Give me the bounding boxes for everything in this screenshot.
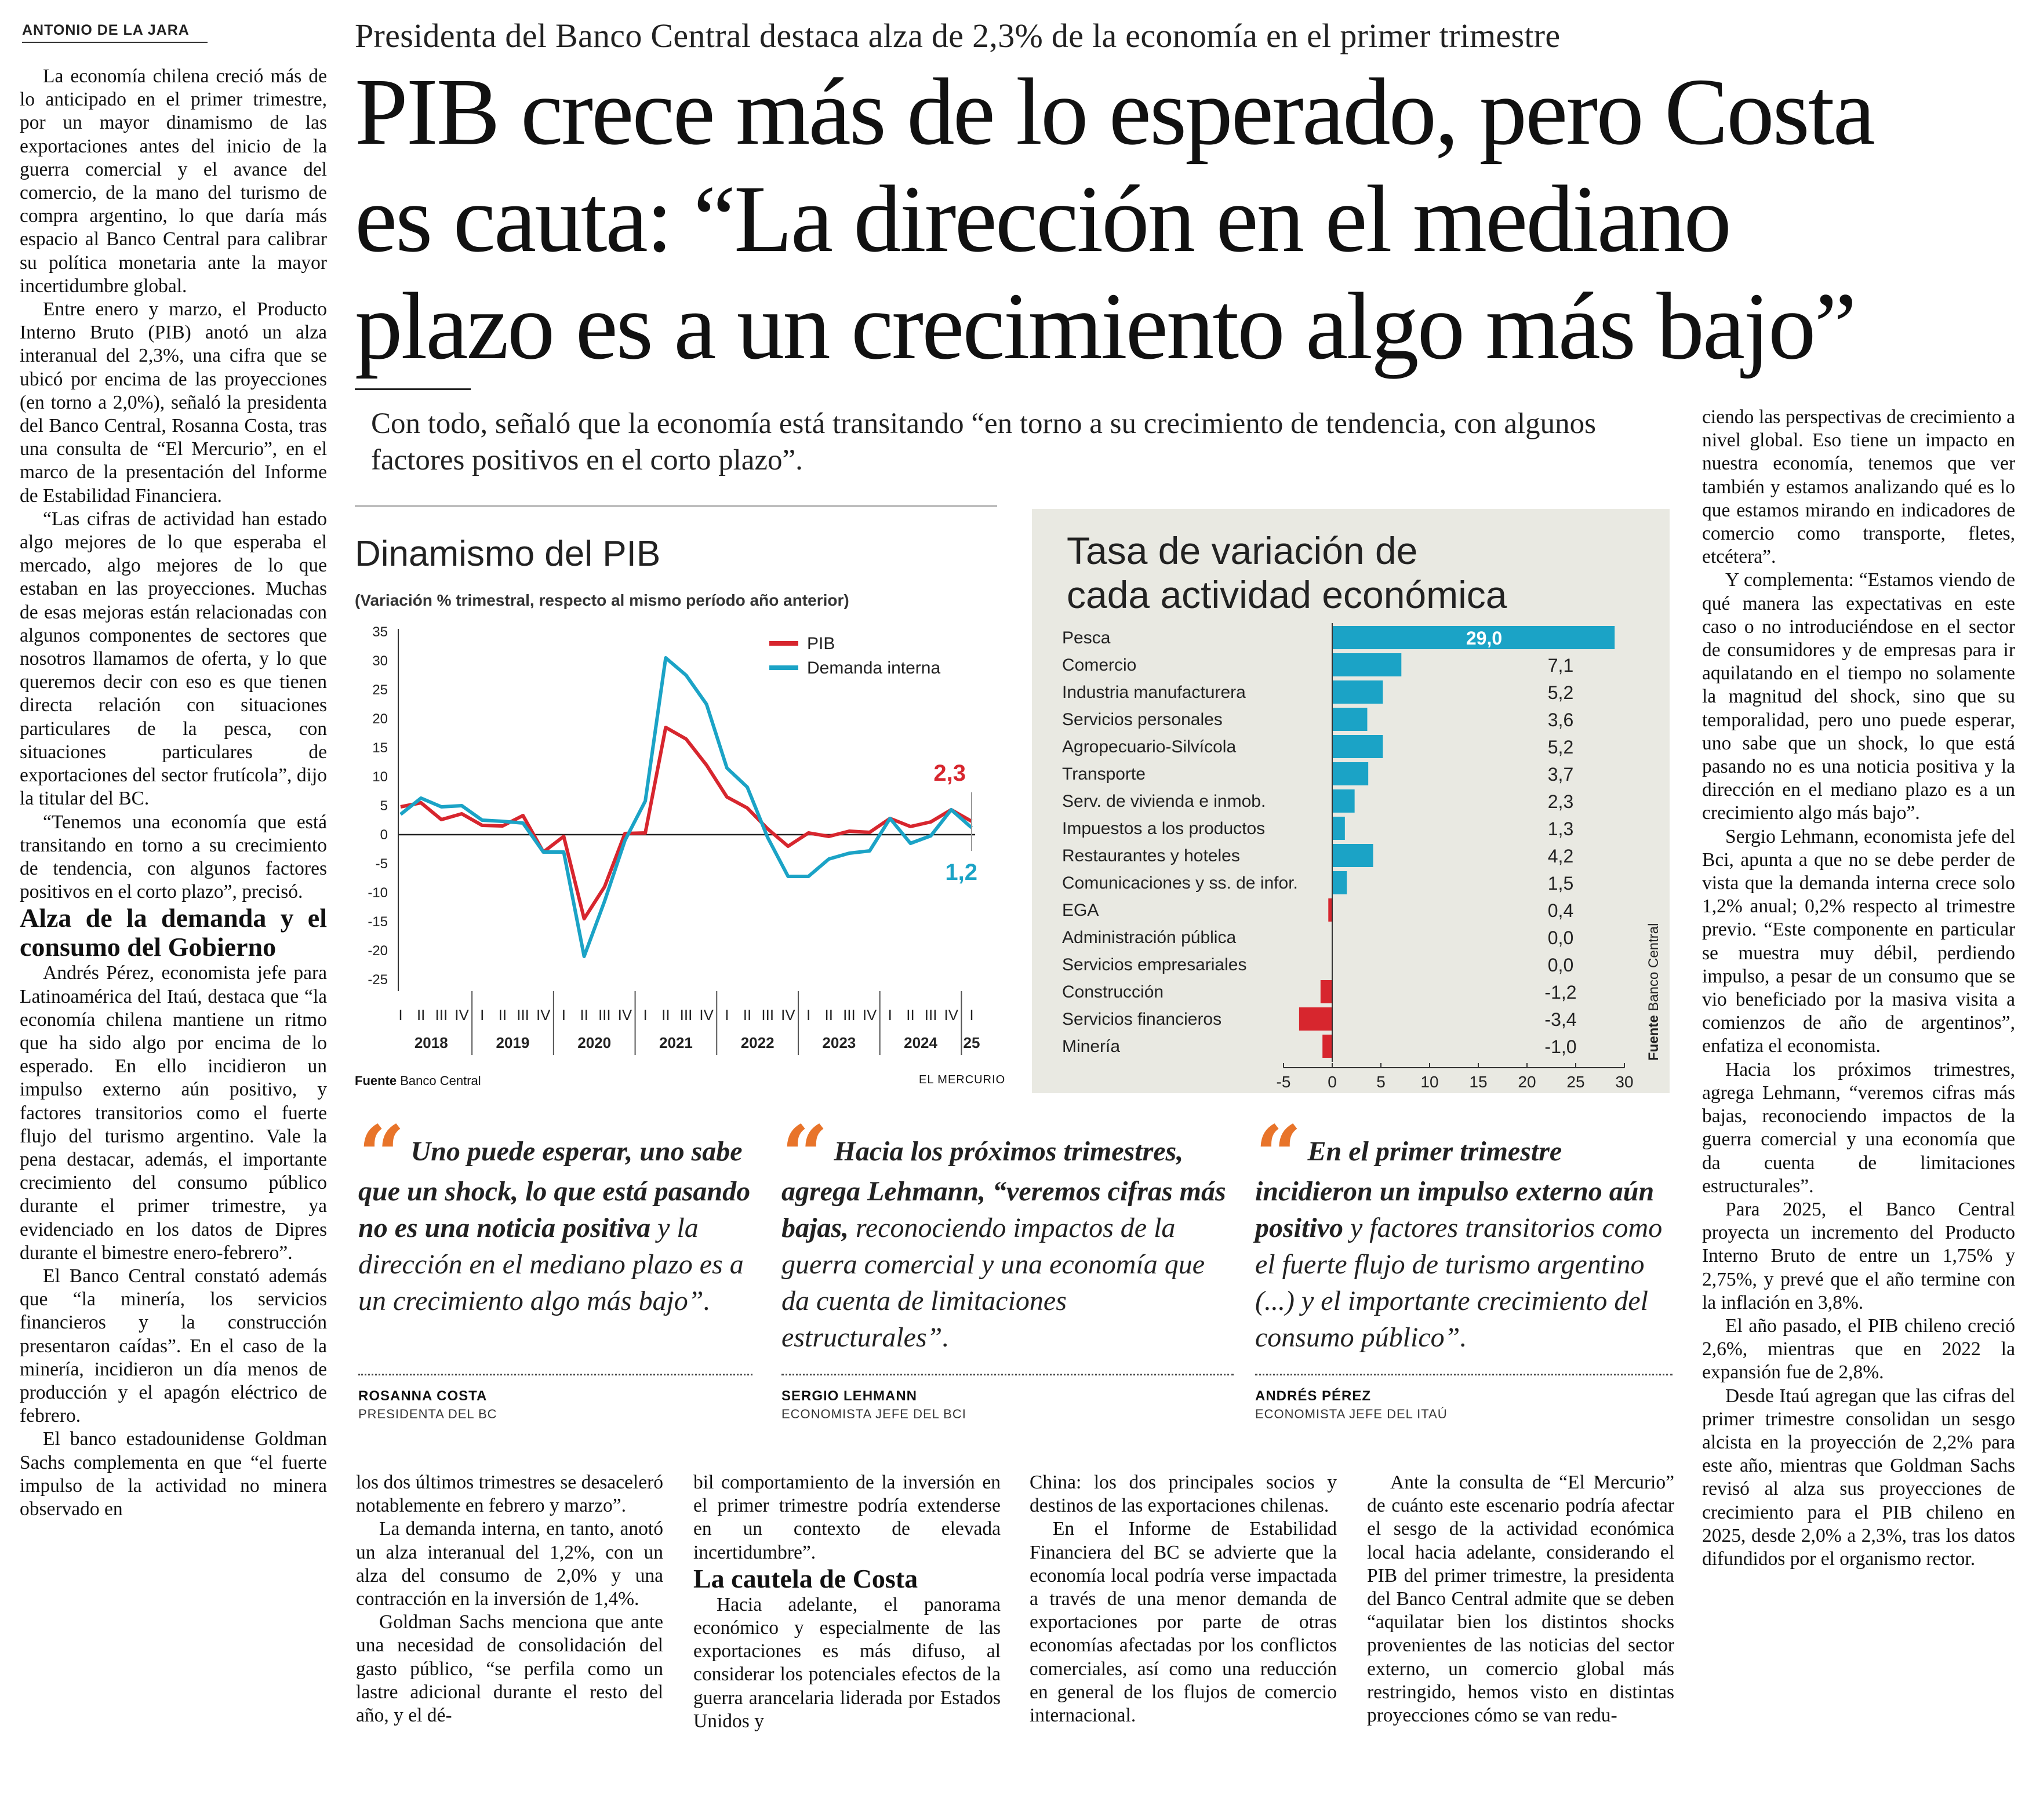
year-label: 2024 xyxy=(904,1034,937,1051)
article-column-2 xyxy=(356,1471,663,1727)
paragraph: Sergio Lehmann, economista jefe del Bci, apunta a que no se debe perder de vista que la demanda interna crece solo 1,2% anual; 0,2% respecto al trimestre previo. “Este componente en particular se muestra muy débil, perdiendo impulso, a pesar de un consumo que se vio beneficiado por la masiva visita a comienzos de año de argentinos”, enfatiza el economista. xyxy=(1702,825,2015,1057)
chart1-credit: EL MERCURIO xyxy=(919,1073,1006,1086)
value-label: 5,2 xyxy=(1547,737,1574,758)
bar xyxy=(1322,1035,1332,1058)
value-label: 2,3 xyxy=(1547,791,1574,812)
chart2-title xyxy=(1067,529,1507,617)
year-label: 2018 xyxy=(414,1034,448,1051)
quarter-label: I xyxy=(398,1006,403,1024)
year-label: 2019 xyxy=(496,1034,530,1051)
x-tick-label: 25 xyxy=(1566,1073,1585,1091)
quarter-label: II xyxy=(906,1006,915,1024)
quarter-label: II xyxy=(498,1006,507,1024)
category-label: Agropecuario-Silvícola xyxy=(1062,737,1237,756)
chart1-source xyxy=(355,1073,481,1089)
value-label: 3,6 xyxy=(1547,709,1574,730)
chart2-title-line: cada actividad económica xyxy=(1067,573,1507,616)
quote-rest: y la dirección en el mediano plazo es a un crecimiento algo más bajo”. xyxy=(358,1213,744,1316)
value-label: 5,2 xyxy=(1547,682,1574,703)
quarter-label: I xyxy=(561,1006,566,1024)
category-label: Restaurantes y hoteles xyxy=(1062,846,1240,865)
paragraph: ciendo las perspectivas de crecimiento a nivel global. Eso tiene un impacto en nuestra economía, tenemos que ver también y estamos analizando qué es lo que estamos mirando en indicadores de comercio como transporte, fletes, etcétera”. xyxy=(1702,406,2015,568)
quarter-label: III xyxy=(924,1006,937,1024)
quarter-label: III xyxy=(679,1006,693,1024)
category-label: Minería xyxy=(1062,1037,1121,1056)
quote-author-role: ECONOMISTA JEFE DEL BCI xyxy=(781,1407,966,1421)
quote-author-role: PRESIDENTA DEL BC xyxy=(358,1407,497,1421)
quarter-label: I xyxy=(480,1006,485,1024)
headline-line: PIB crece más de lo esperado, pero Costa xyxy=(355,59,1874,165)
quarter-label: II xyxy=(661,1006,670,1024)
bar xyxy=(1332,708,1367,731)
bar xyxy=(1299,1007,1332,1031)
pull-quote xyxy=(1255,1108,1678,1356)
quarter-label: I xyxy=(643,1006,648,1024)
quote-mark-icon: “ xyxy=(358,1108,405,1203)
bar xyxy=(1332,735,1383,758)
chart1-source-label: Fuente xyxy=(355,1073,397,1088)
paragraph: China: los dos principales socios y destinos de las exportaciones chilenas. xyxy=(1030,1472,1337,1517)
quote-author: ANDRÉS PÉREZ xyxy=(1255,1388,1372,1404)
value-label: 29,0 xyxy=(1466,628,1503,649)
x-tick-label: -5 xyxy=(1276,1073,1291,1091)
value-label: 7,1 xyxy=(1547,655,1574,676)
paragraph: Hacia los próximos trimestres, agrega Lehmann, “veremos cifras más bajas, reconociendo impactos de la guerra comercial y una economía que da cuenta de limitaciones estructurales”. xyxy=(1702,1058,2015,1197)
legend-label: PIB xyxy=(807,634,835,653)
bar xyxy=(1332,680,1383,704)
paragraph: En el Informe de Estabilidad Financiera del BC se advierte que la economía local podría verse impactada a través de una menor demanda de exportaciones por parte de otras economías afectadas por los conflictos comerciales, así como una reducción en general de los flujos de comercio internacional. xyxy=(1030,1518,1337,1727)
quarter-label: IV xyxy=(699,1006,714,1024)
year-label: 2020 xyxy=(577,1034,612,1051)
bar xyxy=(1332,817,1345,840)
article-column-4 xyxy=(1030,1471,1337,1727)
year-label: 25 xyxy=(963,1034,980,1051)
quarter-label: II xyxy=(743,1006,752,1024)
quote-bold: En el primer trimestre incidieron un impulso externo aún positivo xyxy=(1255,1136,1655,1243)
article-column-5 xyxy=(1367,1471,1674,1727)
pull-quote xyxy=(358,1108,758,1319)
x-tick-label: 10 xyxy=(1420,1073,1439,1091)
quarter-label: IV xyxy=(617,1006,632,1024)
category-label: Serv. de vivienda e inmob. xyxy=(1062,792,1266,811)
category-label: Comercio xyxy=(1062,656,1137,675)
subheading: Alza de la demanda y el consumo del Gobierno xyxy=(20,903,327,962)
headline-line: plazo es a un crecimiento algo más bajo” xyxy=(355,273,1855,379)
category-label: Administración pública xyxy=(1062,928,1237,947)
year-label: 2022 xyxy=(740,1034,775,1051)
y-tick-label: 15 xyxy=(372,740,388,756)
quote-rest: reconociendo impactos de la guerra comercial y una economía que da cuenta de limitaciones estructurales”. xyxy=(781,1213,1205,1353)
article-column-6 xyxy=(1702,406,2015,1571)
quote-rule xyxy=(1255,1374,1673,1375)
quarter-label: I xyxy=(725,1006,729,1024)
article-column-1 xyxy=(20,65,327,1521)
quote-author: ROSANNA COSTA xyxy=(358,1388,488,1404)
quote-rule xyxy=(358,1374,752,1375)
chart1-title: Dinamismo del PIB xyxy=(355,534,661,574)
y-tick-label: -10 xyxy=(368,885,388,901)
bar xyxy=(1332,653,1401,676)
x-tick-label: 15 xyxy=(1469,1073,1488,1091)
category-label: Impuestos a los productos xyxy=(1062,819,1266,838)
y-tick-label: 20 xyxy=(372,711,388,727)
y-tick-label: 0 xyxy=(380,827,388,843)
quarter-label: IV xyxy=(536,1006,551,1024)
quote-bold: Uno puede esperar, uno sabe que un shock, lo que está pasando no es una noticia positiva xyxy=(358,1136,751,1243)
paragraph: Entre enero y marzo, el Producto Interno Bruto (PIB) anotó un alza interanual del 2,3%, una cifra que se ubicó por encima de las proyecciones (en torno a 2,0%), señaló la presidenta del Banco Central, Rosanna Costa, tras una consulta de “El Mercurio”, en el marco de la presentación del Informe de Estabilidad Financiera. xyxy=(20,299,327,507)
quote-rule xyxy=(781,1374,1234,1375)
value-label: 1,5 xyxy=(1547,873,1574,894)
category-label: Servicios financieros xyxy=(1062,1010,1222,1029)
chart1-plot xyxy=(355,620,998,1061)
deck: Con todo, señaló que la economía está transitando “en torno a su crecimiento de tendencia, con algunos factores positivos en el corto plazo”. xyxy=(371,407,1596,476)
paragraph: Andrés Pérez, economista jefe para Latinoamérica del Itaú, destaca que “la economía chilena mantiene un ritmo que ha sido algo por encima de lo esperado. En ello incidieron un impulso externo aún positivo, y factores transitorios como el fuerte flujo del turismo argentino. Vale la pena destacar, además, el importante crecimiento del consumo público durante el primer trimestre, ya evidenciado en los datos de Dipres durante el bimestre enero-febrero”. xyxy=(20,962,327,1264)
value-label: 1,3 xyxy=(1547,818,1574,839)
category-label: Construcción xyxy=(1062,982,1164,1002)
chart2-source xyxy=(1646,923,1661,1061)
quarter-label: III xyxy=(761,1006,775,1024)
quarter-label: III xyxy=(598,1006,611,1024)
paragraph: El año pasado, el PIB chileno creció 2,6%, mientras que en 2022 la expansión fue de 2,8%. xyxy=(1702,1315,2015,1384)
x-tick-label: 30 xyxy=(1615,1073,1634,1091)
quarter-label: III xyxy=(517,1006,529,1024)
x-tick-label: 20 xyxy=(1518,1073,1536,1091)
bar xyxy=(1328,898,1332,922)
category-label: Transporte xyxy=(1062,765,1146,784)
paragraph: “Las cifras de actividad han estado algo mejores de lo que esperaba el mercado, algo mejores de lo que estaban en las proyecciones. Muchas de esas mejoras están relacionadas con algunos componentes de sectores que nosotros llamamos de oferta, y lo que queremos decir con eso es que tienen directa relación con situaciones particulares de la pesca, con situaciones particulares de exportaciones del sector frutícola”, dijo la titular del BC. xyxy=(20,508,327,810)
bar xyxy=(1332,871,1347,894)
value-label: 0,0 xyxy=(1547,955,1574,975)
x-tick-label: 5 xyxy=(1376,1073,1386,1091)
value-label: 0,4 xyxy=(1547,900,1574,921)
byline-rule xyxy=(22,42,208,43)
legend-label: Demanda interna xyxy=(807,658,941,678)
chart2-title-line: Tasa de variación de xyxy=(1067,529,1418,572)
category-label: Industria manufacturera xyxy=(1062,683,1246,702)
headline-line: es cauta: “La dirección en el mediano xyxy=(355,166,1730,272)
subheading: La cautela de Costa xyxy=(693,1563,918,1593)
paragraph: Para 2025, el Banco Central proyecta un incremento del Producto Interno Bruto de entre un 1,75% y 2,75%, y prevé que el año termine con la inflación en 3,8%. xyxy=(1702,1198,2015,1313)
chart2-plot xyxy=(1032,620,1670,1093)
quarter-label: III xyxy=(843,1006,856,1024)
headline xyxy=(355,58,1874,380)
value-label: -1,2 xyxy=(1544,982,1577,1003)
quarter-label: II xyxy=(416,1006,426,1024)
category-label: Comunicaciones y ss. de infor. xyxy=(1062,873,1298,893)
demanda-end-label: 1,2 xyxy=(945,860,977,885)
paragraph: Ante la consulta de “El Mercurio” de cuánto este escenario podría afectar el sesgo de la actividad económica local hacia adelante, considerando el PIB del primer trimestre, la presidenta del Banco Central admite que se deben “aquilatar bien los distintos shocks provenientes de las noticias del sector externo, un comercio global más restringido, hemos visto en distintas proyecciones cómo se van redu- xyxy=(1367,1472,1674,1727)
category-label: EGA xyxy=(1062,901,1099,920)
quarter-label: IV xyxy=(781,1006,795,1024)
y-tick-label: -15 xyxy=(368,914,388,930)
quote-rest: y factores transitorios como el fuerte flujo de turismo argentino (...) y el importante crecimiento del consumo público”. xyxy=(1255,1213,1663,1353)
quote-author: SERGIO LEHMANN xyxy=(781,1388,918,1404)
paragraph: “Tenemos una economía que está transitando en torno a su crecimiento de tendencia, con algunos factores positivos en el corto plazo”, precisó. xyxy=(20,811,327,903)
value-label: 4,2 xyxy=(1547,846,1574,867)
article-column-3 xyxy=(693,1471,1001,1733)
y-tick-label: 5 xyxy=(380,798,388,814)
value-label: 0,0 xyxy=(1547,927,1574,948)
paragraph: La economía chilena creció más de lo anticipado en el primer trimestre, por un mayor dinamismo de las exportaciones antes del inicio de la guerra comercial y el avance del comercio, de la mano del turismo de compra argentino, lo que daría más espacio al Banco Central para calibrar su política monetaria ante la mayor incertidumbre global. xyxy=(20,65,327,297)
paragraph: bil comportamiento de la inversión en el primer trimestre podría extenderse en un contexto de elevada incertidumbre”. xyxy=(693,1472,1001,1563)
bar xyxy=(1332,789,1355,813)
quarter-label: I xyxy=(806,1006,811,1024)
pull-quote xyxy=(781,1108,1239,1356)
paragraph: los dos últimos trimestres se desaceleró notablemente en febrero y marzo”. xyxy=(356,1472,663,1517)
kicker: Presidenta del Banco Central destaca alza de 2,3% de la economía en el primer trimestre xyxy=(355,17,1561,54)
value-label: 3,7 xyxy=(1547,764,1574,785)
bar xyxy=(1321,980,1332,1003)
chart2-source-label: Fuente xyxy=(1646,1011,1661,1061)
value-label: -3,4 xyxy=(1544,1009,1577,1030)
quarter-label: III xyxy=(435,1006,448,1024)
paragraph: Hacia adelante, el panorama económico y especialmente de las exportaciones es más difuso, al considerar los potenciales efectos de la guerra arancelaria liderada por Estados Unidos y xyxy=(693,1593,1001,1732)
paragraph: Desde Itaú agregan que las cifras del primer trimestre consolidan un sesgo alcista en la proyección de 2,2% para este año, mientras que Goldman Sachs revisó al alza sus proyecciones de crecimiento para el PIB chileno en 2025, desde 2,0% a 2,3%, tras los datos difundidos por el organismo rector. xyxy=(1702,1385,2015,1570)
quarter-label: I xyxy=(969,1006,974,1024)
deck-rule xyxy=(355,505,997,507)
y-tick-label: -25 xyxy=(368,972,388,988)
quarter-label: IV xyxy=(944,1006,959,1024)
bar xyxy=(1332,844,1373,867)
quarter-label: IV xyxy=(862,1006,877,1024)
category-label: Servicios empresariales xyxy=(1062,955,1247,974)
chart1-subtitle: (Variación % trimestral, respecto al mismo período año anterior) xyxy=(355,591,849,609)
bar xyxy=(1332,762,1368,785)
category-label: Pesca xyxy=(1062,628,1111,647)
quarter-label: I xyxy=(888,1006,892,1024)
quote-author-role: ECONOMISTA JEFE DEL ITAÚ xyxy=(1255,1407,1448,1421)
quote-bold: Hacia los próximos trimestres, agrega Lehmann, “veremos cifras más bajas, xyxy=(781,1136,1226,1243)
paragraph: La demanda interna, en tanto, anotó un alza interanual del 1,2%, con un alza del consumo de 2,0% y una contracción en la inversión de 1,4%. xyxy=(356,1518,663,1610)
chart2-source-text: Banco Central xyxy=(1646,923,1661,1011)
paragraph: El Banco Central constató además que “la minería, los servicios financieros y la construcción presentaron caídas”. En el caso de la minería, incidieron un día menos de producción y el apagón eléctrico de febrero. xyxy=(20,1265,327,1427)
y-tick-label: 30 xyxy=(372,653,388,669)
pib-end-label: 2,3 xyxy=(933,760,966,786)
year-label: 2023 xyxy=(822,1034,856,1051)
quote-mark-icon: “ xyxy=(781,1108,828,1203)
chart1-source-text: Banco Central xyxy=(400,1073,481,1088)
paragraph: Y complementa: “Estamos viendo de qué manera las expectativas en este caso o no introduciéndose en el sector de consumidores y de empresas para ir aquilatando en el tiempo no solamente la magnitud del shock, sino que su temporalidad, pero uno puede esperar, uno sabe que un shock, lo que está pasando no es una noticia positiva y la dirección en el mediano plazo es a un crecimiento algo más bajo”. xyxy=(1702,569,2015,824)
value-label: -1,0 xyxy=(1544,1036,1577,1057)
paragraph: El banco estadounidense Goldman Sachs complementa en que “el fuerte impulso de la actividad no minera observado en xyxy=(20,1428,327,1520)
demanda-interna-line xyxy=(401,658,972,956)
quarter-label: IV xyxy=(455,1006,469,1024)
y-tick-label: 35 xyxy=(372,624,388,640)
quarter-label: II xyxy=(580,1006,588,1024)
y-tick-label: -20 xyxy=(368,943,388,959)
category-label: Servicios personales xyxy=(1062,710,1223,729)
y-tick-label: 10 xyxy=(372,769,388,785)
headline-rule xyxy=(355,388,471,390)
y-tick-label: 25 xyxy=(372,682,388,698)
y-tick-label: -5 xyxy=(375,856,388,872)
byline: ANTONIO DE LA JARA xyxy=(22,22,190,38)
paragraph: Goldman Sachs menciona que ante una necesidad de consolidación del gasto público, “se perfila como un lastre adicional durante el resto del año, y el dé- xyxy=(356,1611,663,1727)
quarter-label: II xyxy=(824,1006,833,1024)
x-tick-label: 0 xyxy=(1328,1073,1337,1091)
quote-mark-icon: “ xyxy=(1255,1108,1302,1203)
year-label: 2021 xyxy=(659,1034,693,1051)
